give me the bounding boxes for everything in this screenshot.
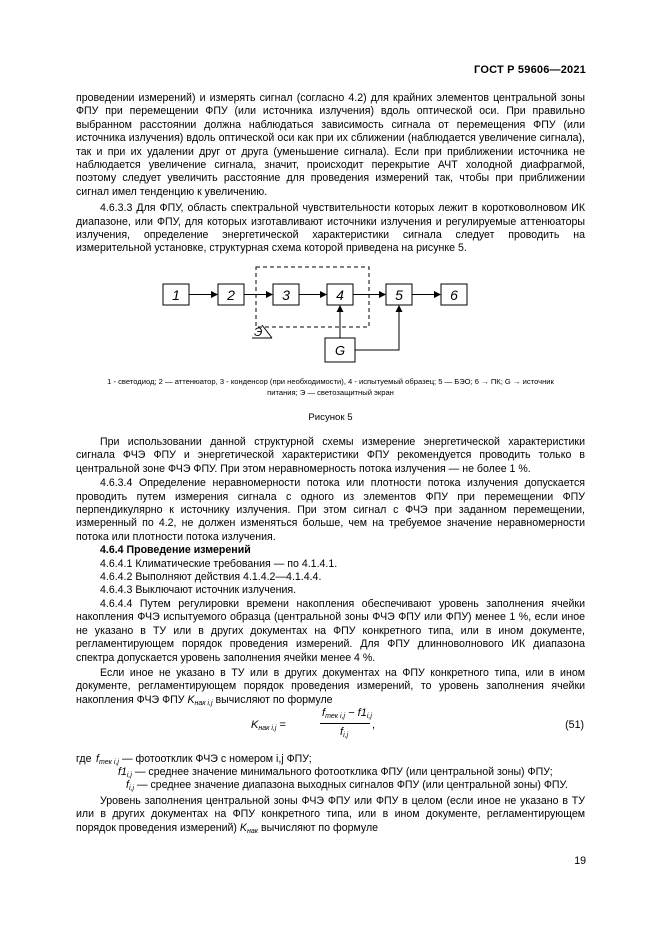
paragraph-4-6-3-4: 4.6.3.4 Определение неравномерности потока или плотности потока излучения допускается проводить путем измерения сигнала с одного из элементов ФПУ при перемещении ФПУ перпендикулярно к источнику излучения. При этом сигнал с ФЧЭ при заданном перемещении, измеренный по 4.2, не должен изменяться больше, чем на требуемое значение неравномерности потока или плотности потока излучения. bbox=[76, 477, 585, 543]
paragraph-4-6-4-4: 4.6.4.4 Путем регулировки времени накопления обеспечивают уровень заполнения ячейки накопления ФЧЭ испытуемого образца (центральной зоны ФЧЭ ФПУ или ФПУ) менее 1 %, если иное не указано в ТУ или в других документах на ФПУ конкретного типа, или в ином документе, регламентирующем порядок проведения измерений. Для ФПУ длинноволнового ИК диапазона спектра допускается уровень заполнения ячейки менее 4 %. bbox=[76, 597, 585, 664]
svg-text:1: 1 bbox=[172, 287, 180, 303]
block-3 bbox=[273, 284, 299, 305]
document-page: ГОСТ Р 59606—2021 проведении измерений) и измерять сигнал (согласно 4.2) для крайних элементов центральной зоны ФПУ при перемещении ФПУ (или источника излучения) вдоль оптической оси. При правильно выбранном расстоянии должна наблюдаться зависимость сигнала от перемещения ФПУ (или источника излучения) вдоль оптической оси как при их сближении (наблюдается увеличение сигнала), так и при их удалении друг от друга (уменьшение сигнала). Если при приближении источника не наблюдается увеличение сигнала, значит, происходит перекрытие АЧТ холодной диафрагмой, поэтому следует увеличить расстояние для проведения измерений так, чтобы при приближении сигнал имел тенденцию к увеличению. 4.6.3.3 Для ФПУ, область спектральной чувствительности которых лежит в коротковолновом ИК диапазоне, или ФПУ, для которых изготавливают источники излучения и регулируемые аттенюаторы излучения, определение энергетической характеристики сигнала следует проводить на измерительной установке, структурная схема которой приведена на рисунке 5. 1 2 3 4 5 6 G Э 1 - светодиод; 2 — аттенюатор, 3 - конденсор (при необходимости), 4 - испытуемый образец; 5 — БЭО; 6 → ПК; G → источник питания; Э — светозащитный экран Рисунок 5 При использовании данной структурной схемы измерение энергетической характеристики сигнала ФЧЭ ФПУ и энергетической характеристики ФПУ рекомендуется проводить только в центральной зоне ФЧЭ ФПУ. При этом неравномерность потока излучения — не более 1 %. 4.6.3.4 Определение неравномерности потока или плотности потока излучения допускается проводить путем измерения сигнала с одного из элементов ФПУ при перемещении ФПУ перпендикулярно к источнику излучения. При этом сигнал с ФЧЭ при заданном перемещении, измеренный по 4.2, не должен изменяться больше, чем на требуемое значение неравномерности потока или плотности потока излучения. 4.6.4 Проведение измерений 4.6.4.1 Климатические требования — по 4.1.4.1. 4.6.4.2 Выполняют действия 4.1.4.2—4.1.4.4. 4.6.4.3 Выключают источник излучения. 4.6.4.4 Путем регулировки времени накопления обеспечивают уровень заполнения ячейки накопления ФЧЭ испытуемого образца (центральной зоны ФЧЭ ФПУ или ФПУ) менее 1 %, если иное не указано в ТУ или в других документах на ФПУ конкретного типа, или в ином документе, регламентирующем порядок проведения измерений. Для ФПУ длинноволнового ИК диапазона спектра допускается уровень заполнения ячейки менее 4 %. Если иное не указано в ТУ или в других документах на ФПУ конкретного типа, или в ином документе, регламентирующем порядок проведения измерений, то уровень заполнения ячейки накопления ФЧЭ ФПУ $K_{нак i,j}$ вычисляют по формуле $K_{нак i,j}$ = $f_{тек i,j} - f1_{i,j}$ $f_{i,j}$ , (51) где $f_{тек i,j}$ — фотоотклик ФЧЭ с номером i,j ФПУ; $f1_{i,j}$ — среднее значение минимального фотоотклика ФПУ (или центральной зоны) ФПУ; $f_{i,j}$ — среднее значение диапазона выходных сигналов ФПУ (или центральной зоны) ФПУ. Уровень заполнения центральной зоны ФЧЭ ФПУ или ФПУ в целом (если иное не указано в ТУ или в других документах на ФПУ конкретного типа, или в ином документе, регламентирующем порядок проведения измерений) $K_{нак}$ вычисляют по формуле 19 bbox=[0, 0, 661, 935]
svg-text:4: 4 bbox=[336, 287, 344, 303]
svg-text:3: 3 bbox=[282, 287, 290, 303]
svg-text:G: G bbox=[334, 343, 346, 358]
document-id: ГОСТ Р 59606—2021 bbox=[474, 64, 586, 76]
figure-caption: Рисунок 5 bbox=[308, 412, 353, 423]
block-2 bbox=[218, 284, 244, 305]
block-5 bbox=[386, 284, 412, 305]
svg-text:5: 5 bbox=[395, 287, 403, 303]
screen-label: Э bbox=[254, 325, 263, 339]
formula-numerator: $f_{тек i,j} - f1_{i,j}$ bbox=[322, 707, 372, 720]
svg-text:2: 2 bbox=[227, 287, 235, 303]
section-heading-4-6-4: 4.6.4 Проведение измерений bbox=[100, 544, 251, 557]
legend-line-2: питания; Э — светозащитный экран bbox=[267, 388, 394, 397]
paragraph-formula-intro: Если иное не указано в ТУ или в других документах на ФПУ конкретного типа, или в ином документе, регламентирующем порядок проведения измерений, то уровень заполнения ячейки накопления ФЧЭ ФПУ $K_{нак i,j}$ вычисляют по формуле bbox=[76, 666, 585, 707]
legend-line-1: 1 - светодиод; 2 — аттенюатор, 3 - конденсор (при необходимости), 4 - испытуемый образец; 5 — БЭО; 6 → ПК; G → источник bbox=[107, 377, 554, 386]
item-4-6-4-1: 4.6.4.1 Климатические требования — по 4.1.4.1. bbox=[100, 557, 338, 570]
formula-number: (51) bbox=[565, 719, 584, 731]
block-diagram bbox=[0, 255, 661, 375]
block-4 bbox=[327, 284, 353, 305]
svg-text:6: 6 bbox=[450, 287, 458, 303]
paragraph-text: проведении измерений) и измерять сигнал (согласно 4.2) для крайних элементов центральной зоны ФПУ при перемещении ФПУ (или источника излучения) вдоль оптической оси. При правильно выбранном расстоянии должна наблюдаться зависимость сигнала от перемещения ФПУ (или источника излучения) вдоль оптической оси как при их сближении (наблюдается увеличение сигнала), так и при их удалении друг от друга (уменьшение сигнала). Если при приближении источника не наблюдается увеличение сигнала, значит, происходит перекрытие АЧТ холодной диафрагмой, поэтому следует увеличить расстояние для проведения измерений так, чтобы при приближении сигнал имел тенденцию к увеличению. bbox=[76, 92, 585, 198]
where-item-3: $f_{i,j}$ — среднее значение диапазона выходных сигналов ФПУ (или центральной зоны) ФПУ. bbox=[126, 779, 568, 792]
paragraph-top bbox=[76, 92, 585, 256]
paragraph-4-6-3-3: 4.6.3.3 Для ФПУ, область спектральной чувствительности которых лежит в коротковолновом ИК диапазоне, или ФПУ, для которых изготавливают источники излучения и регулируемые аттенюаторы излучения, определение энергетической характеристики сигнала следует проводить на измерительной установке, структурная схема которой приведена на рисунке 5. bbox=[76, 202, 585, 255]
figure-legend bbox=[76, 376, 585, 398]
where-item-1: $f_{тек i,j}$ — фотоотклик ФЧЭ с номером i,j ФПУ; bbox=[96, 753, 312, 766]
formula-denominator: $f_{i,j}$ bbox=[340, 726, 349, 739]
body-section bbox=[76, 436, 585, 710]
block-1 bbox=[163, 284, 189, 305]
arrow-g-5 bbox=[355, 306, 399, 350]
block-6 bbox=[441, 284, 467, 305]
block-g bbox=[325, 338, 355, 362]
paragraph-last: Уровень заполнения центральной зоны ФЧЭ ФПУ или ФПУ в целом (если иное не указано в ТУ или в других документах на ФПУ конкретного типа, или в ином документе, регламентирующем порядок проведения измерений) $K_{нак}$ вычисляют по формуле bbox=[76, 795, 585, 835]
where-item-2: $f1_{i,j}$ — среднее значение минимального фотоотклика ФПУ (или центральной зоны) ФПУ; bbox=[118, 766, 553, 779]
page-number: 19 bbox=[574, 855, 586, 867]
item-4-6-4-2: 4.6.4.2 Выполняют действия 4.1.4.2—4.1.4.4. bbox=[100, 571, 322, 584]
where-lead: где bbox=[76, 753, 92, 765]
fraction-bar bbox=[320, 723, 370, 724]
paragraph-diagram-use: При использовании данной структурной схемы измерение энергетической характеристики сигнала ФЧЭ ФПУ и энергетической характеристики ФПУ рекомендуется проводить только в центральной зоне ФЧЭ ФПУ. При этом неравномерность потока излучения — не более 1 %. bbox=[76, 436, 585, 475]
item-4-6-4-3: 4.6.4.3 Выключают источник излучения. bbox=[100, 584, 297, 597]
